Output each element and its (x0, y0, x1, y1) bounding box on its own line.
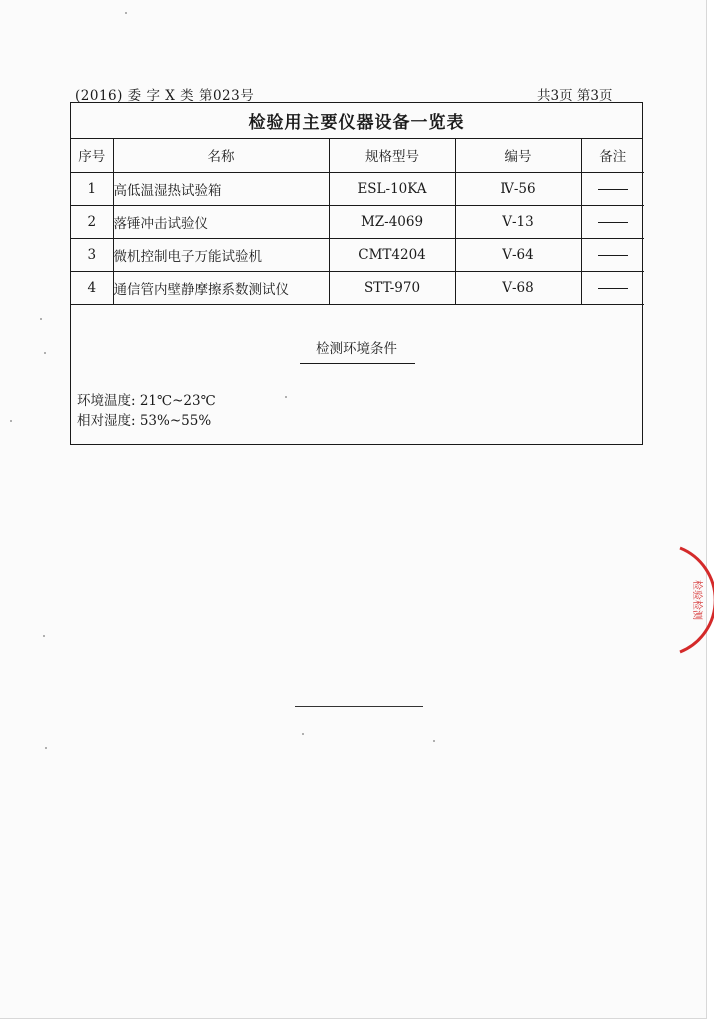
row-code: Ⅳ-56 (455, 172, 581, 205)
row-no: 1 (71, 172, 113, 205)
col-header-code: 编号 (455, 139, 581, 172)
page-info: 共3页 第3页 (537, 88, 613, 104)
table-row (71, 205, 644, 238)
row-note (581, 238, 644, 271)
row-no: 3 (71, 238, 113, 271)
row-name: 微机控制电子万能试验机 (113, 238, 329, 271)
dash-mark (598, 255, 628, 256)
row-note (581, 205, 644, 238)
svg-text:检验检测: 检验检测 (691, 580, 702, 620)
row-name: 落锤冲击试验仪 (113, 205, 329, 238)
table-row (71, 238, 644, 271)
row-note (581, 271, 644, 304)
equipment-table (71, 139, 644, 305)
document-number: (2016) 委 字 X 类 第023号 (75, 88, 255, 104)
row-code: Ⅴ-64 (455, 238, 581, 271)
row-model: STT-970 (329, 271, 455, 304)
dash-mark (598, 222, 628, 223)
scan-speck (10, 420, 12, 422)
row-note (581, 172, 644, 205)
row-name: 通信管内壁静摩擦系数测试仪 (113, 271, 329, 304)
table-title: 检验用主要仪器设备一览表 (71, 103, 642, 139)
scan-speck (45, 747, 47, 749)
row-model: ESL-10KA (329, 172, 455, 205)
environment-humidity: 相对湿度: 53%~55% (77, 413, 212, 429)
environment-underline (300, 363, 415, 364)
scan-speck (44, 352, 46, 354)
col-header-name: 名称 (113, 139, 329, 172)
scan-speck (433, 740, 435, 742)
seal-stamp-icon (672, 540, 714, 660)
row-name: 高低温湿热试验箱 (113, 172, 329, 205)
row-model: MZ-4069 (329, 205, 455, 238)
scan-speck (43, 635, 45, 637)
environment-title: 检测环境条件 (316, 341, 397, 357)
row-model: CMT4204 (329, 238, 455, 271)
col-header-model: 规格型号 (329, 139, 455, 172)
signature-line (295, 706, 423, 707)
col-header-no: 序号 (71, 139, 113, 172)
environment-temperature: 环境温度: 21℃~23℃ (77, 393, 216, 409)
equipment-frame (70, 102, 643, 445)
row-code: Ⅴ-13 (455, 205, 581, 238)
dash-mark (598, 189, 628, 190)
row-code: Ⅴ-68 (455, 271, 581, 304)
dash-mark (598, 288, 628, 289)
col-header-note: 备注 (581, 139, 644, 172)
table-row (71, 172, 644, 205)
row-no: 4 (71, 271, 113, 304)
row-no: 2 (71, 205, 113, 238)
table-row (71, 271, 644, 304)
table-header-row (71, 139, 644, 172)
scan-speck (40, 318, 42, 320)
scan-speck (285, 396, 287, 398)
scan-speck (125, 12, 127, 14)
scan-speck (302, 733, 304, 735)
